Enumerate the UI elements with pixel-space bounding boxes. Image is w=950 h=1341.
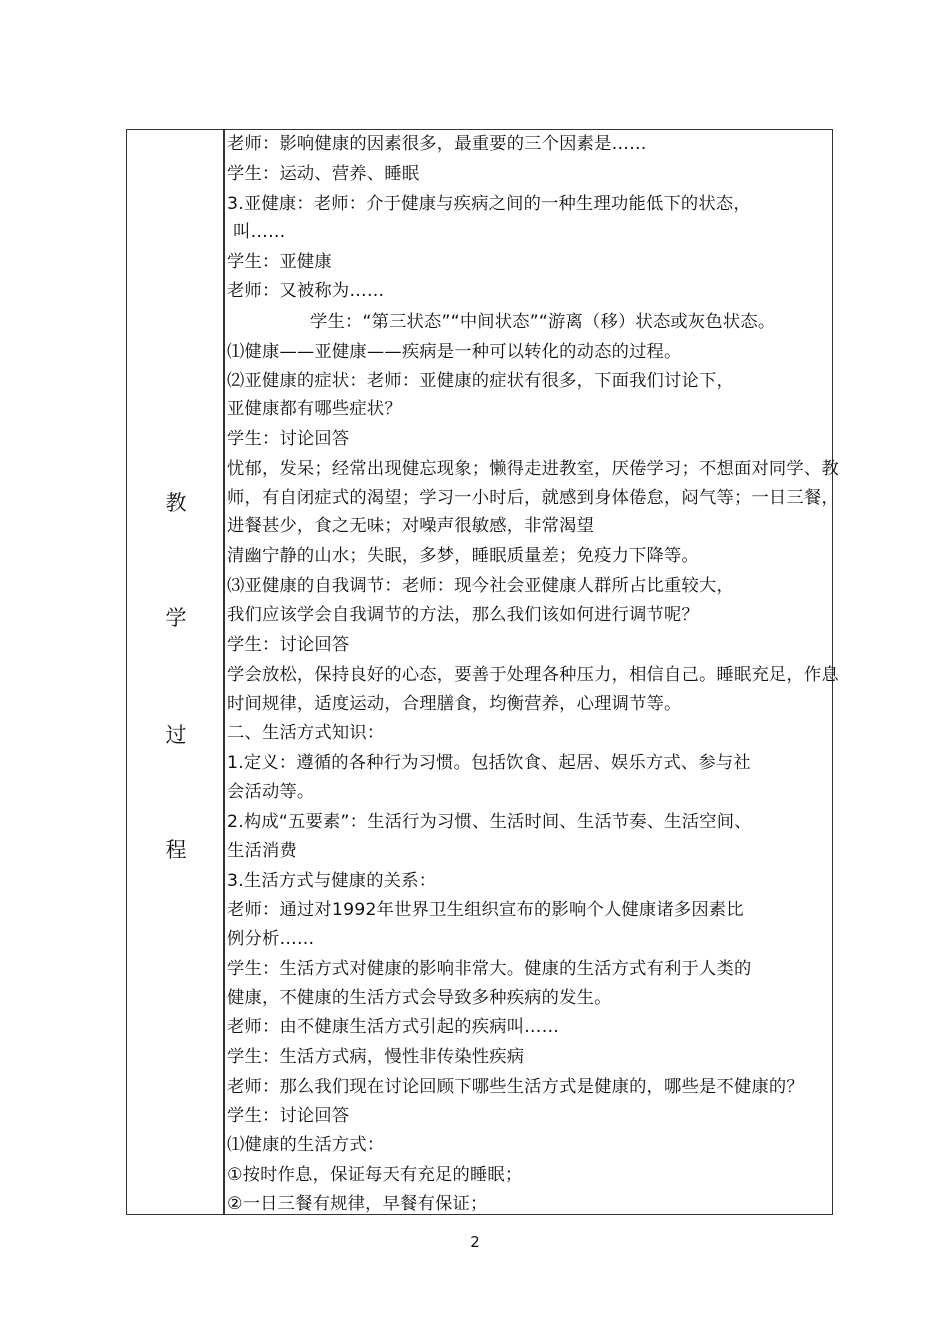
content-line: 老师：又被称为…… xyxy=(227,281,385,301)
side-label-teaching-process xyxy=(150,129,202,1215)
column-divider xyxy=(223,129,225,1215)
content-line: 叫…… xyxy=(233,222,286,242)
content-line: ①按时作息，保证每天有充足的睡眠； xyxy=(227,1165,523,1185)
content-line: 老师：影响健康的因素很多，最重要的三个因素是…… xyxy=(227,134,647,154)
content-line: 师，有自闭症式的渴望；学习一小时后，就感到身体倦怠，闷气等；一日三餐， xyxy=(227,488,839,508)
content-line: 学会放松，保持良好的心态，要善于处理各种压力，相信自己。睡眠充足，作息 xyxy=(227,665,839,685)
content-line: 1.定义：遵循的各种行为习惯。包括饮食、起居、娱乐方式、参与社 xyxy=(227,753,751,773)
content-line: 例分析…… xyxy=(227,929,315,949)
content-line: 学生：讨论回答 xyxy=(227,1106,350,1126)
content-line: 忧郁，发呆；经常出现健忘现象；懒得走进教室，厌倦学习；不想面对同学、教 xyxy=(227,459,839,479)
content-line: 清幽宁静的山水；失眠，多梦，睡眠质量差；免疫力下降等。 xyxy=(227,546,699,566)
content-line: 学生：生活方式病，慢性非传染性疾病 xyxy=(227,1047,525,1067)
content-line: 学生：“第三状态”“中间状态”“游离（移）状态或灰色状态。 xyxy=(310,312,776,332)
side-label-char: 学 xyxy=(165,606,187,630)
content-line: 2.构成“五要素”：生活行为习惯、生活时间、生活节奏、生活空间、 xyxy=(227,812,752,832)
side-label-char: 程 xyxy=(165,838,187,862)
content-line: 二、生活方式知识： xyxy=(227,723,385,743)
content-line: ⑵亚健康的症状：老师：亚健康的症状有很多，下面我们讨论下， xyxy=(227,371,734,391)
content-line: 健康，不健康的生活方式会导致多种疾病的发生。 xyxy=(227,988,612,1008)
content-line: 学生：生活方式对健康的影响非常大。健康的生活方式有利于人类的 xyxy=(227,959,752,979)
content-line: ⑴健康——亚健康——疾病是一种可以转化的动态的过程。 xyxy=(227,342,682,362)
content-line: ②一日三餐有规律，早餐有保证； xyxy=(227,1194,488,1214)
page-number: 2 xyxy=(470,1233,480,1251)
content-line: 学生：讨论回答 xyxy=(227,635,350,655)
content-line: 3.生活方式与健康的关系： xyxy=(227,871,437,891)
lesson-content xyxy=(227,129,943,1215)
content-line: 亚健康都有哪些症状？ xyxy=(227,399,402,419)
content-line: 学生：讨论回答 xyxy=(227,429,350,449)
content-line: 时间规律，适度运动，合理膳食，均衡营养，心理调节等。 xyxy=(227,694,682,714)
content-line: 老师：通过对1992年世界卫生组织宣布的影响个人健康诸多因素比 xyxy=(227,900,744,920)
content-line: 学生：运动、营养、睡眠 xyxy=(227,164,420,184)
content-line: 老师：那么我们现在讨论回顾下哪些生活方式是健康的，哪些是不健康的？ xyxy=(227,1077,804,1097)
content-line: 学生：亚健康 xyxy=(227,252,332,272)
content-line: ⑴健康的生活方式： xyxy=(227,1135,385,1155)
content-line: 生活消费 xyxy=(227,841,297,861)
content-line: 老师：由不健康生活方式引起的疾病叫…… xyxy=(227,1017,560,1037)
content-line: 会活动等。 xyxy=(227,782,315,802)
content-line: 我们应该学会自我调节的方法，那么我们该如何进行调节呢？ xyxy=(227,605,699,625)
content-line: 进餐甚少，食之无味；对噪声很敏感，非常渴望 xyxy=(227,516,595,536)
side-label-char: 教 xyxy=(165,491,187,515)
content-line: 3.亚健康：老师：介于健康与疾病之间的一种生理功能低下的状态， xyxy=(227,194,751,214)
content-line: ⑶亚健康的自我调节：老师：现今社会亚健康人群所占比重较大， xyxy=(227,576,734,596)
side-label-char: 过 xyxy=(165,723,187,747)
